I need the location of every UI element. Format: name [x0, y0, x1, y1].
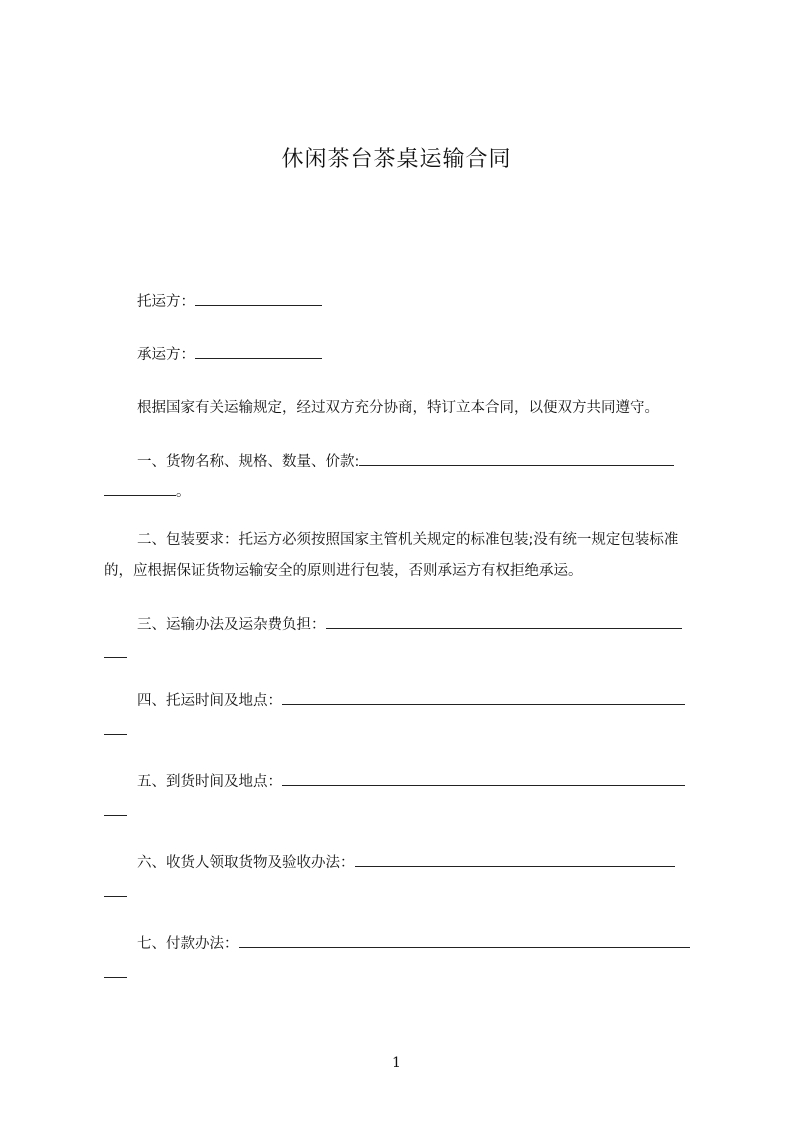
clause-7-continuation	[104, 963, 704, 984]
clause-3-continuation	[104, 643, 704, 664]
clause-6-blank	[355, 852, 675, 867]
clause-3-blank-2	[104, 643, 127, 658]
clause-6-continuation	[104, 882, 704, 903]
carrier-blank	[195, 344, 322, 359]
clause-1-continuation	[104, 481, 704, 502]
clause-3-label: 三、运输办法及运杂费负担：	[137, 617, 326, 633]
clause-4-continuation	[104, 720, 704, 741]
clause-7-blank-2	[104, 963, 127, 978]
clause-1-line	[137, 451, 737, 472]
clause-6-label: 六、收货人领取货物及验收办法：	[137, 855, 355, 871]
clause-1-label: 一、货物名称、规格、数量、价款:	[137, 454, 360, 470]
clause-4-line	[137, 690, 737, 711]
clause-7-line	[137, 933, 737, 954]
page-number: 1	[392, 1055, 401, 1071]
clause-7-blank	[239, 933, 690, 948]
intro-paragraph: 根据国家有关运输规定，经过双方充分协商，特订立本合同，以便双方共同遵守。	[137, 400, 659, 416]
clause-5-continuation	[104, 801, 704, 822]
document-title: 休闲茶台茶桌运输合同	[281, 147, 512, 172]
clause-7-label: 七、付款办法：	[137, 936, 239, 952]
clause-5-blank-2	[104, 801, 127, 816]
clause-5-label: 五、到货时间及地点：	[137, 774, 282, 790]
clause-2-paragraph: 二、包装要求：托运方必须按照国家主管机关规定的标准包装;没有统一规定包装标准的，应根据保证货物运输安全的原则进行包装，否则承运方有权拒绝承运。	[104, 532, 679, 579]
shipper-blank	[195, 291, 322, 306]
shipper-line	[137, 291, 737, 312]
clause-4-label: 四、托运时间及地点：	[137, 693, 282, 709]
clause-6-line	[137, 852, 737, 873]
clause-5-blank	[282, 771, 685, 786]
clause-1-blank-2	[104, 481, 176, 496]
clause-1-blank	[359, 451, 674, 466]
clause-6-blank-2	[104, 882, 127, 897]
shipper-label: 托运方：	[137, 294, 195, 310]
clause-1-end: 。	[176, 484, 191, 500]
carrier-label: 承运方：	[137, 347, 195, 363]
clause-3-line	[137, 614, 737, 635]
clause-4-blank	[282, 690, 685, 705]
clause-5-line	[137, 771, 737, 792]
clause-3-blank	[326, 614, 682, 629]
clause-4-blank-2	[104, 720, 127, 735]
carrier-line	[137, 344, 737, 365]
